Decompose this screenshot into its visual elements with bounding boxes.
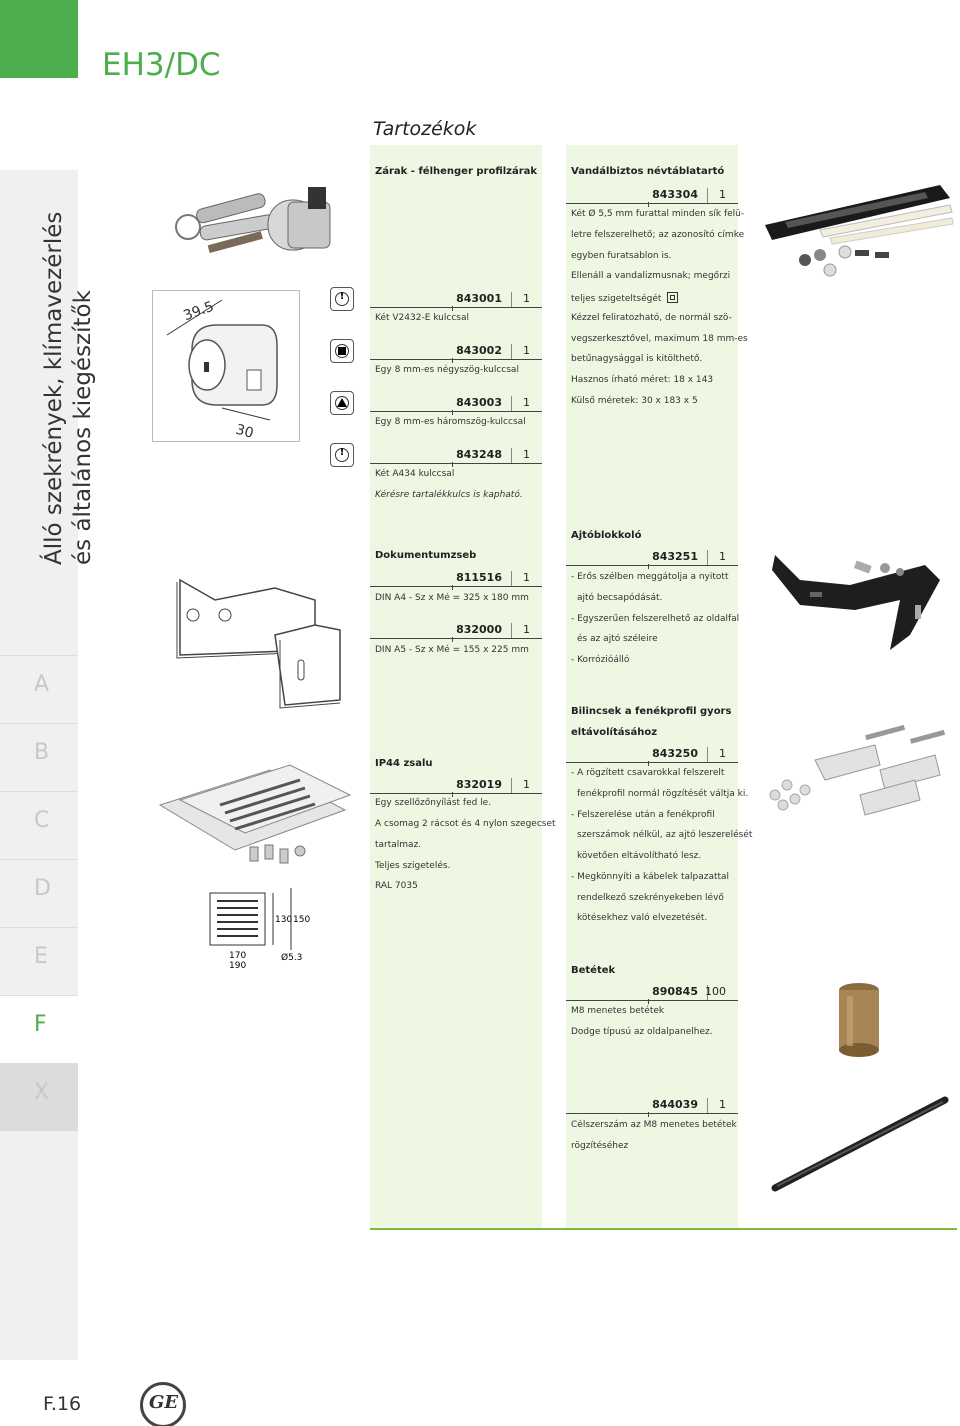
chapter-tab-x[interactable]: X xyxy=(0,1063,78,1131)
doorblock-heading: Ajtóblokkoló xyxy=(571,530,642,541)
article-code: 843001 xyxy=(456,292,502,305)
docpocket-code-row-1 xyxy=(370,569,542,587)
clamps-line-6: - Megkönnyíti a kábelek talpazattal xyxy=(571,872,730,882)
key-blade-icon: ! xyxy=(330,443,354,467)
pack-qty: 1 xyxy=(719,747,726,760)
nameplate-line-9: Hasznos írható méret: 18 x 143 xyxy=(571,375,714,385)
nameplate-line-4: Ellenáll a vandalizmusnak; megőrzi xyxy=(571,271,731,281)
doorblock-code-row xyxy=(566,548,738,566)
louvre-line-1: Egy szellőzőnyílást fed le. xyxy=(375,798,492,808)
ge-logo: GE xyxy=(140,1382,186,1426)
article-code: 843250 xyxy=(652,747,698,760)
bottom-rule xyxy=(370,1228,957,1230)
article-code: 832000 xyxy=(456,623,502,636)
lock-desc-1: Két V2432-E kulccsal xyxy=(375,313,469,323)
lock-desc-3: Egy 8 mm-es háromszög-kulccsal xyxy=(375,417,526,427)
nameplate-holder-photo xyxy=(760,180,955,285)
clamps-line-1: - A rögzített csavarokkal felszerelt xyxy=(571,768,725,778)
pack-qty: 1 xyxy=(523,623,530,636)
double-insulation-icon xyxy=(667,292,678,303)
clamps-photo xyxy=(765,725,950,835)
inserts-heading: Betétek xyxy=(571,965,616,976)
triangle-key-icon xyxy=(330,391,354,415)
article-code: 811516 xyxy=(456,571,502,584)
dimension-label: 190 xyxy=(229,961,247,971)
pack-qty: 1 xyxy=(523,396,530,409)
nameplate-heading: Vandálbiztos névtáblatartó xyxy=(571,166,725,177)
chapter-tab-f[interactable]: F xyxy=(0,995,78,1063)
locks-code-row-1 xyxy=(370,290,542,308)
column-right xyxy=(566,145,738,1230)
section-color-tab xyxy=(0,0,78,78)
louvre-code-row xyxy=(370,776,542,794)
pack-qty: 100 xyxy=(705,985,726,998)
nameplate-line-1: Két Ø 5,5 mm furattal minden sík felü- xyxy=(571,209,745,219)
chapter-tab-b[interactable]: B xyxy=(0,723,78,791)
inserts-line-2: Dodge típusú az oldalpanelhez. xyxy=(571,1027,713,1037)
keys-and-cylinder-photo xyxy=(168,172,338,277)
locks-code-row-2 xyxy=(370,342,542,360)
chapter-tab-blank xyxy=(0,585,78,655)
locks-code-row-4 xyxy=(370,446,542,464)
docpocket-heading: Dokumentumzseb xyxy=(375,550,477,561)
nameplate-line-2: letre felszerelhető; az azonosító címke xyxy=(571,230,745,240)
clamps-heading-2: eltávolításához xyxy=(571,727,658,738)
inserts-code-row xyxy=(566,983,738,1001)
dimension-label: Ø5.3 xyxy=(281,953,303,963)
chapter-tab-d[interactable]: D xyxy=(0,859,78,927)
nameplate-line-5: teljes szigeteltségét xyxy=(571,292,678,304)
key-blade-icon: ! xyxy=(330,287,354,311)
door-blocker-photo xyxy=(760,540,950,665)
pack-qty: 1 xyxy=(719,550,726,563)
article-code: 843251 xyxy=(652,550,698,563)
lock-desc-4: Két A434 kulccsal xyxy=(375,469,455,479)
locks-code-row-3 xyxy=(370,394,542,412)
docpocket-desc-2: DIN A5 - Sz x Mé = 155 x 225 mm xyxy=(375,645,529,655)
lock-dimension-drawing xyxy=(152,290,300,442)
nameplate-line-7: vegszerkesztővel, maximum 18 mm-es xyxy=(571,334,748,344)
louvre-line-5: RAL 7035 xyxy=(375,881,418,891)
document-pocket-drawing xyxy=(165,570,355,710)
nameplate-code-row xyxy=(566,186,738,204)
lock-desc-2: Egy 8 mm-es négyszög-kulccsal xyxy=(375,365,519,375)
page-number: F.16 xyxy=(43,1393,82,1415)
dimension-label: 150 xyxy=(293,915,311,925)
louvre-line-2: A csomag 2 rácsot és 4 nylon szegecset xyxy=(375,819,556,829)
doorblock-line-2: ajtó becsapódását. xyxy=(577,593,663,603)
pack-qty: 1 xyxy=(523,571,530,584)
article-code: 843248 xyxy=(456,448,502,461)
doorblock-line-4: és az ajtó széleire xyxy=(577,634,658,644)
doorblock-line-3: - Egyszerűen felszerelhető az oldalfal xyxy=(571,614,740,624)
pack-qty: 1 xyxy=(719,1098,726,1111)
pack-qty: 1 xyxy=(523,778,530,791)
article-code: 843304 xyxy=(652,188,698,201)
page-title: EH3/DC xyxy=(102,47,221,83)
article-code: 832019 xyxy=(456,778,502,791)
chapter-tab-a[interactable]: A xyxy=(0,655,78,723)
pack-qty: 1 xyxy=(719,188,726,201)
article-code: 844039 xyxy=(652,1098,698,1111)
tool-line-2: rögzítéséhez xyxy=(571,1141,629,1151)
section-title: Tartozékok xyxy=(373,118,477,140)
square-key-icon xyxy=(330,339,354,363)
article-code: 843003 xyxy=(456,396,502,409)
pack-qty: 1 xyxy=(523,448,530,461)
clamps-line-7: rendelkező szekrényekeben lévő xyxy=(577,893,724,903)
chapter-title-line2: és általános kiegészítők xyxy=(70,290,96,565)
louvre-dimension-drawing xyxy=(195,888,355,973)
pack-qty: 1 xyxy=(523,344,530,357)
dimension-label: 170 xyxy=(229,951,247,961)
dimension-label: 30 xyxy=(233,421,256,442)
clamps-line-4: szerszámok nélkül, az ajtó leszerelését xyxy=(577,830,753,840)
clamps-heading-1: Bilincsek a fenékprofil gyors xyxy=(571,706,732,717)
threaded-insert-photo xyxy=(835,980,883,1062)
tool-code-row xyxy=(566,1096,738,1114)
inserts-line-1: M8 menetes betétek xyxy=(571,1006,665,1016)
nameplate-line-8: betűnagysággal is kitölthető. xyxy=(571,354,703,364)
docpocket-code-row-2 xyxy=(370,621,542,639)
insertion-tool-photo xyxy=(765,1090,955,1200)
nameplate-line-3: egyben furatsablon is. xyxy=(571,251,672,261)
article-code: 890845 xyxy=(652,985,698,998)
chapter-title xyxy=(0,170,96,585)
clamps-line-2: fenékprofil normál rögzítését váltja ki. xyxy=(577,789,749,799)
chapter-tab-e[interactable]: E xyxy=(0,927,78,995)
clamps-code-row xyxy=(566,745,738,763)
chapter-title-line1: Álló szekrények, klímavezérlés xyxy=(41,211,67,565)
doorblock-line-5: - Korrózióálló xyxy=(571,655,630,665)
article-code: 843002 xyxy=(456,344,502,357)
dimension-label: 39.5 xyxy=(181,298,217,325)
louvre-heading: IP44 zsalu xyxy=(375,758,433,769)
locks-heading: Zárak - félhenger profilzárak xyxy=(375,166,538,177)
tool-line-1: Célszerszám az M8 menetes betétek xyxy=(571,1120,737,1130)
dimension-label: 130 xyxy=(275,915,293,925)
louvre-line-3: tartalmaz. xyxy=(375,840,422,850)
clamps-line-3: - Felszerelése után a fenékprofil xyxy=(571,810,715,820)
lock-note: Kérésre tartalékkulcs is kapható. xyxy=(375,490,523,500)
doorblock-line-1: - Erős szélben meggátolja a nyitott xyxy=(571,572,729,582)
chapter-tab-c[interactable]: C xyxy=(0,791,78,859)
clamps-line-8: kötésekhez való elvezetését. xyxy=(577,913,708,923)
louvre-line-4: Teljes szigetelés. xyxy=(375,861,451,871)
nameplate-line-6: Kézzel feliratozható, de normál szö- xyxy=(571,313,732,323)
nameplate-line-10: Külső méretek: 30 x 183 x 5 xyxy=(571,396,698,406)
louvre-photo xyxy=(150,755,355,875)
pack-qty: 1 xyxy=(523,292,530,305)
docpocket-desc-1: DIN A4 - Sz x Mé = 325 x 180 mm xyxy=(375,593,529,603)
clamps-line-5: követően eltávolítható lesz. xyxy=(577,851,702,861)
